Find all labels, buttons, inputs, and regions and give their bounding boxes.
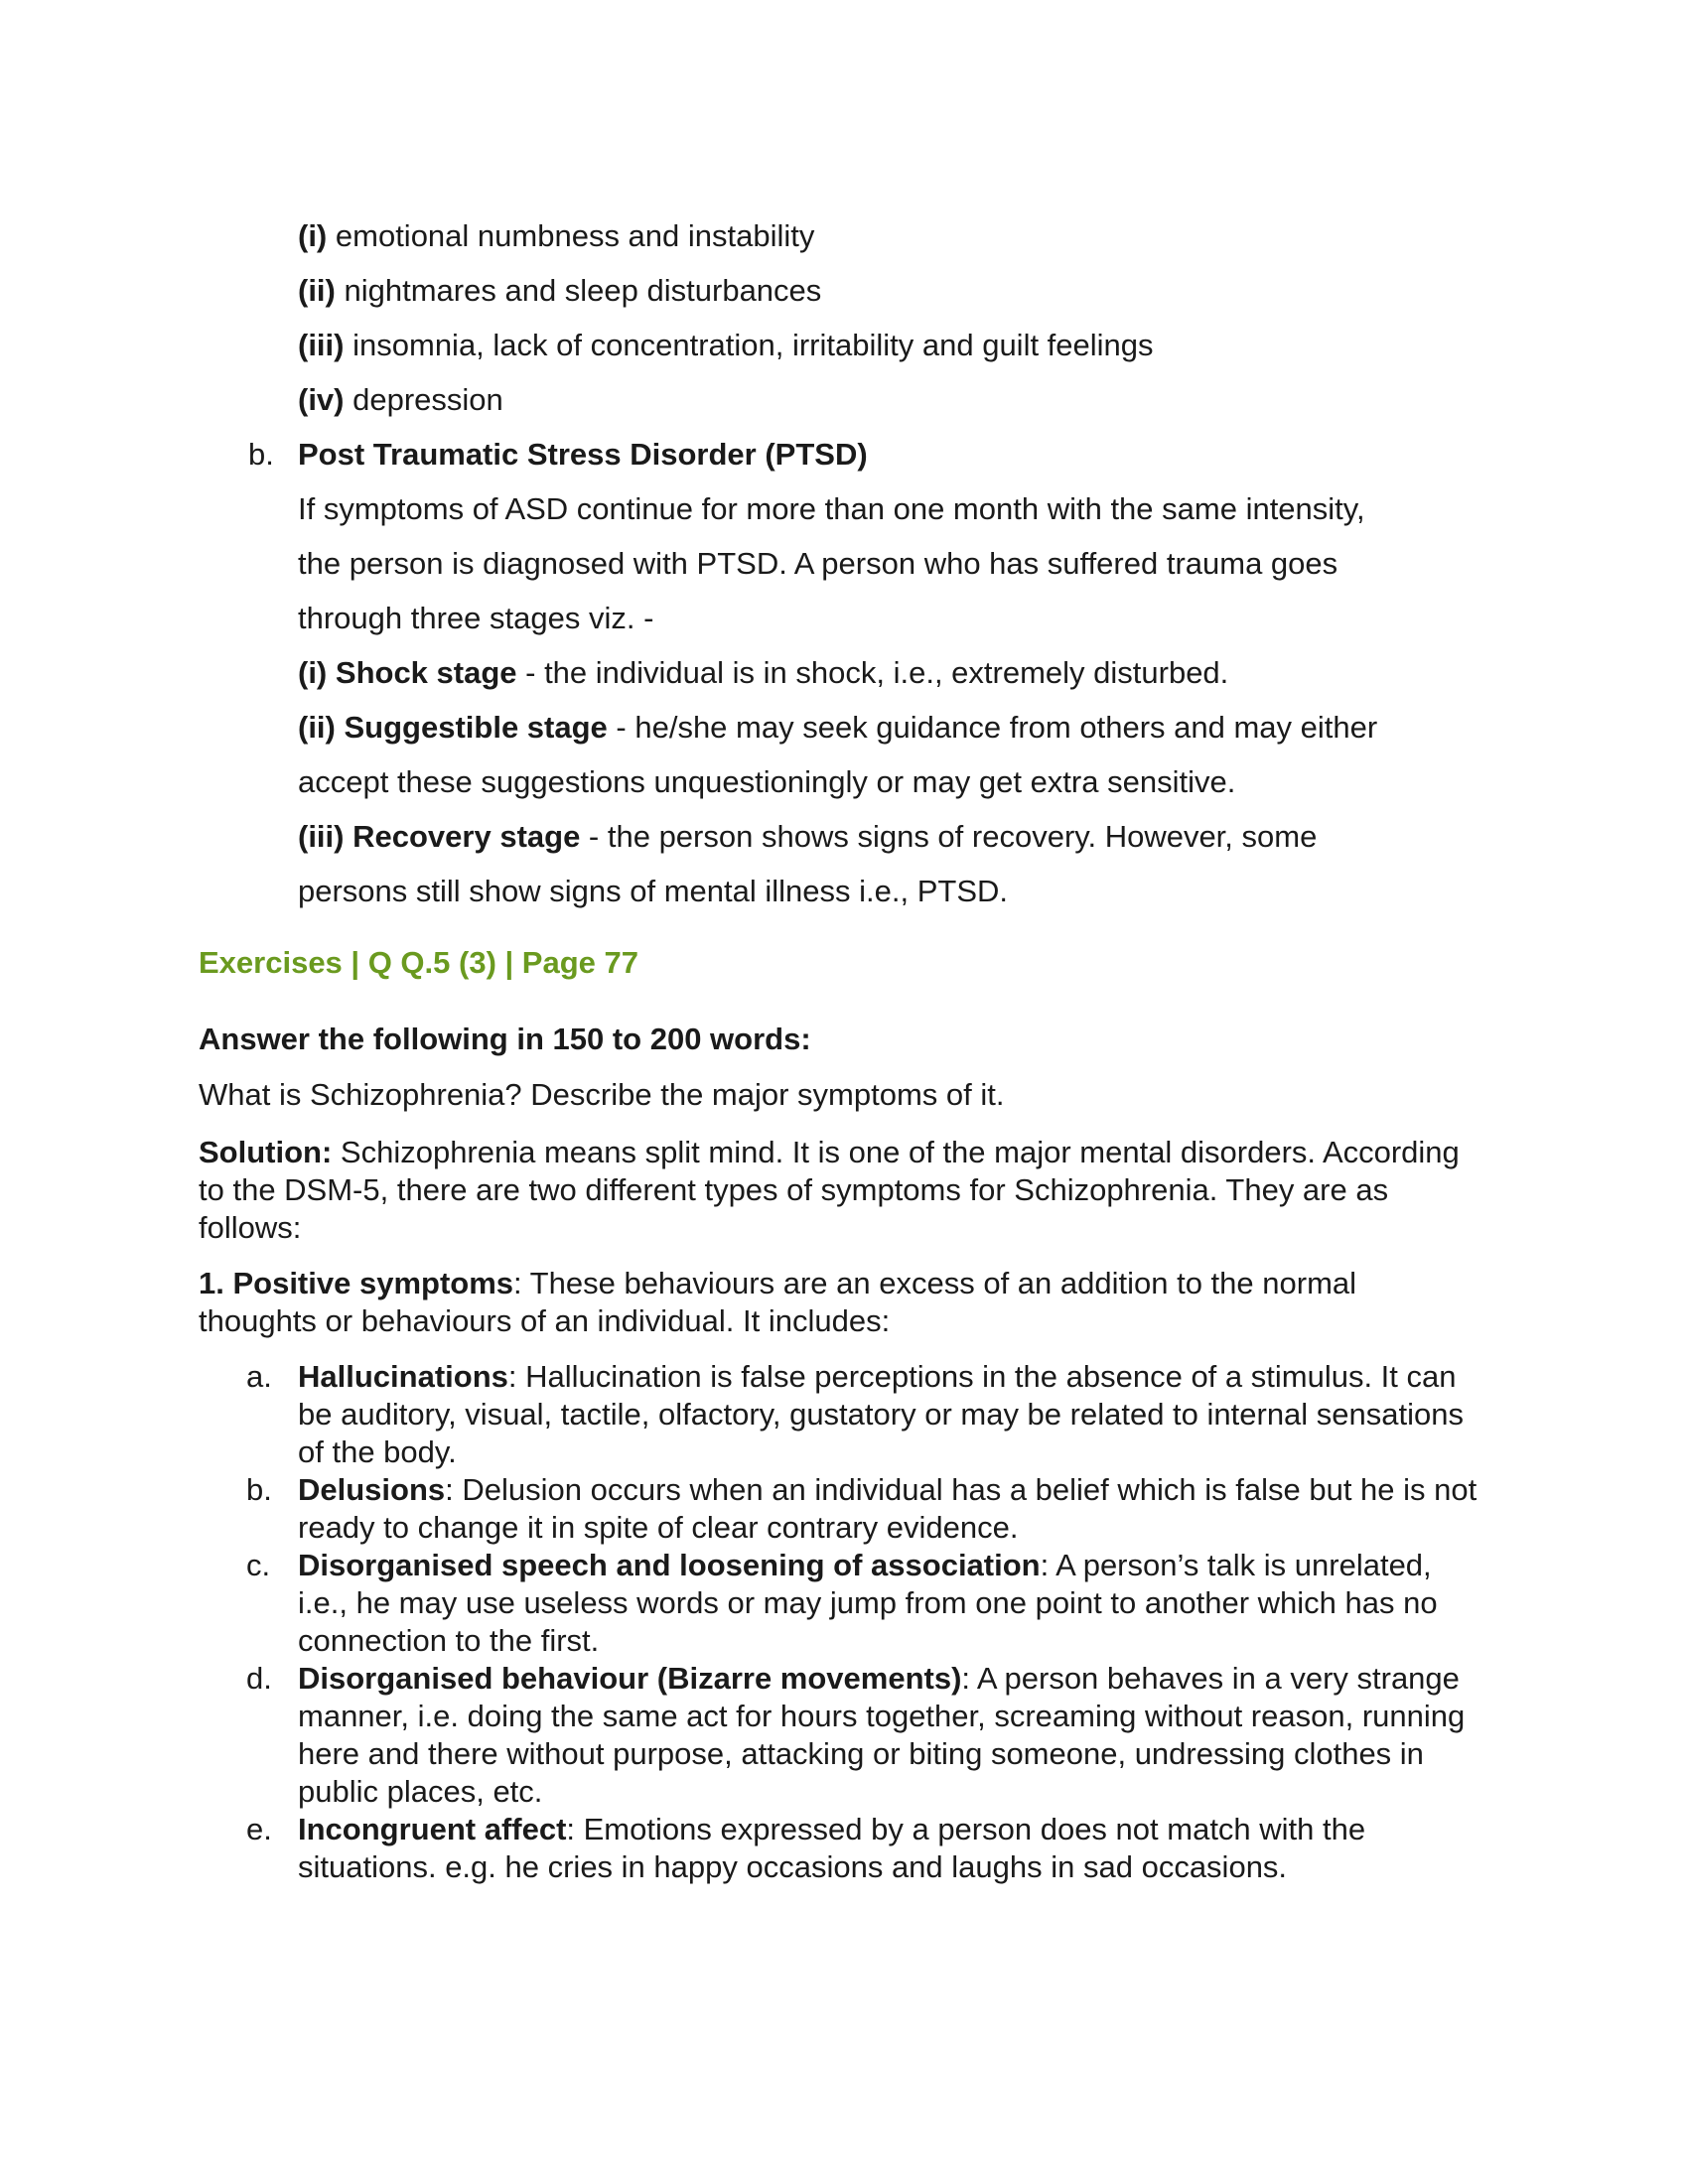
stage-number: (ii) xyxy=(298,710,336,745)
stage-name: Suggestible stage xyxy=(344,710,608,745)
stage-continuation: persons still show signs of mental illness i.e., PTSD. xyxy=(298,874,1008,908)
stage-item xyxy=(248,645,1489,700)
stage-text: - the individual is in shock, i.e., extremely disturbed. xyxy=(516,655,1229,690)
symptom-term: Delusions xyxy=(298,1472,446,1507)
list-item-text: insomnia, lack of concentration, irritability and guilt feelings xyxy=(352,328,1154,362)
stage-continuation: accept these suggestions unquestioningly or may get extra sensitive. xyxy=(298,764,1236,799)
stage-item xyxy=(248,809,1489,864)
exercise-heading: Exercises | Q Q.5 (3) | Page 77 xyxy=(199,945,638,980)
stage-text: - he/she may seek guidance from others and may either xyxy=(607,710,1378,745)
positive-symptoms-label: 1. Positive symptoms xyxy=(199,1266,514,1300)
symptom-item xyxy=(199,1811,1489,1886)
symptom-term: Disorganised speech and loosening of association xyxy=(298,1548,1041,1582)
list-marker: e. xyxy=(246,1812,272,1846)
symptom-term: Hallucinations xyxy=(298,1359,508,1394)
solution-paragraph xyxy=(199,1134,1470,1247)
stage-name: Recovery stage xyxy=(352,819,581,854)
ptsd-title: Post Traumatic Stress Disorder (PTSD) xyxy=(298,437,868,472)
exercise-body xyxy=(199,1021,1489,1886)
symptom-item xyxy=(199,1471,1489,1547)
symptom-text: : Delusion occurs when an individual has a belief which is false but he is not ready to change it in spite of clear contrary evidence. xyxy=(298,1472,1477,1545)
symptom-text: : Hallucination is false perceptions in the absence of a stimulus. It can be auditory, visual, tactile, olfactory, gustatory or may be related to internal sensations of the body. xyxy=(298,1359,1465,1469)
symptom-item xyxy=(199,1547,1489,1660)
symptom-text: : Emotions expressed by a person does not match with the situations. e.g. he cries in happy occasions and laughs in sad occasions. xyxy=(298,1812,1366,1884)
stage-text: - the person shows signs of recovery. However, some xyxy=(580,819,1318,854)
list-marker: c. xyxy=(246,1548,271,1582)
ptsd-intro-line: If symptoms of ASD continue for more than one month with the same intensity, xyxy=(298,491,1365,526)
list-item xyxy=(248,263,1489,318)
list-marker: b. xyxy=(246,1472,272,1507)
list-marker: a. xyxy=(246,1359,272,1394)
list-item xyxy=(248,208,1489,263)
solution-text: Schizophrenia means split mind. It is one of the major mental disorders. According to the DSM-5, there are two different types of symptoms for Schizophrenia. They are as follows: xyxy=(199,1135,1460,1245)
list-item-text: depression xyxy=(352,382,503,417)
solution-label: Solution: xyxy=(199,1135,333,1169)
stage-number: (iii) xyxy=(298,819,345,854)
list-marker: d. xyxy=(246,1661,272,1696)
symptom-list xyxy=(199,1358,1489,1886)
list-item-text: nightmares and sleep disturbances xyxy=(344,273,822,308)
positive-symptoms-text: : These behaviours are an excess of an addition to the normal thoughts or behaviours of an individual. It includes: xyxy=(199,1266,1357,1338)
list-item xyxy=(248,372,1489,427)
stage-item xyxy=(248,700,1489,754)
stage-name: Shock stage xyxy=(335,655,517,690)
list-item-number: (iv) xyxy=(298,382,345,417)
ptsd-intro-line: through three stages viz. - xyxy=(298,601,654,635)
symptom-term: Disorganised behaviour (Bizarre movements) xyxy=(298,1661,962,1696)
ptsd-intro-line: the person is diagnosed with PTSD. A person who has suffered trauma goes xyxy=(298,546,1338,581)
symptom-item xyxy=(199,1660,1489,1811)
symptom-text: : A person’s talk is unrelated, i.e., he may use useless words or may jump from one point to another which has no connection to the first. xyxy=(298,1548,1438,1658)
ptsd-heading xyxy=(248,427,1489,481)
symptom-item xyxy=(199,1358,1489,1471)
instruction-heading: Answer the following in 150 to 200 words: xyxy=(199,1022,811,1056)
list-item-number: (iii) xyxy=(298,328,345,362)
list-item xyxy=(248,318,1489,372)
positive-symptoms-paragraph xyxy=(199,1265,1470,1340)
symptom-text: : A person behaves in a very strange manner, i.e. doing the same act for hours together, screaming without reason, running here and there without purpose, attacking or biting someone, undressing clothes in public places, etc. xyxy=(298,1661,1466,1809)
symptom-term: Incongruent affect xyxy=(298,1812,567,1846)
list-item-text: emotional numbness and instability xyxy=(335,218,815,253)
stage-number: (i) xyxy=(298,655,328,690)
list-item-number: (ii) xyxy=(298,273,336,308)
question-text: What is Schizophrenia? Describe the major symptoms of it. xyxy=(199,1077,1005,1112)
list-item-number: (i) xyxy=(298,218,328,253)
list-marker: b. xyxy=(248,437,274,472)
continued-section xyxy=(248,208,1489,918)
